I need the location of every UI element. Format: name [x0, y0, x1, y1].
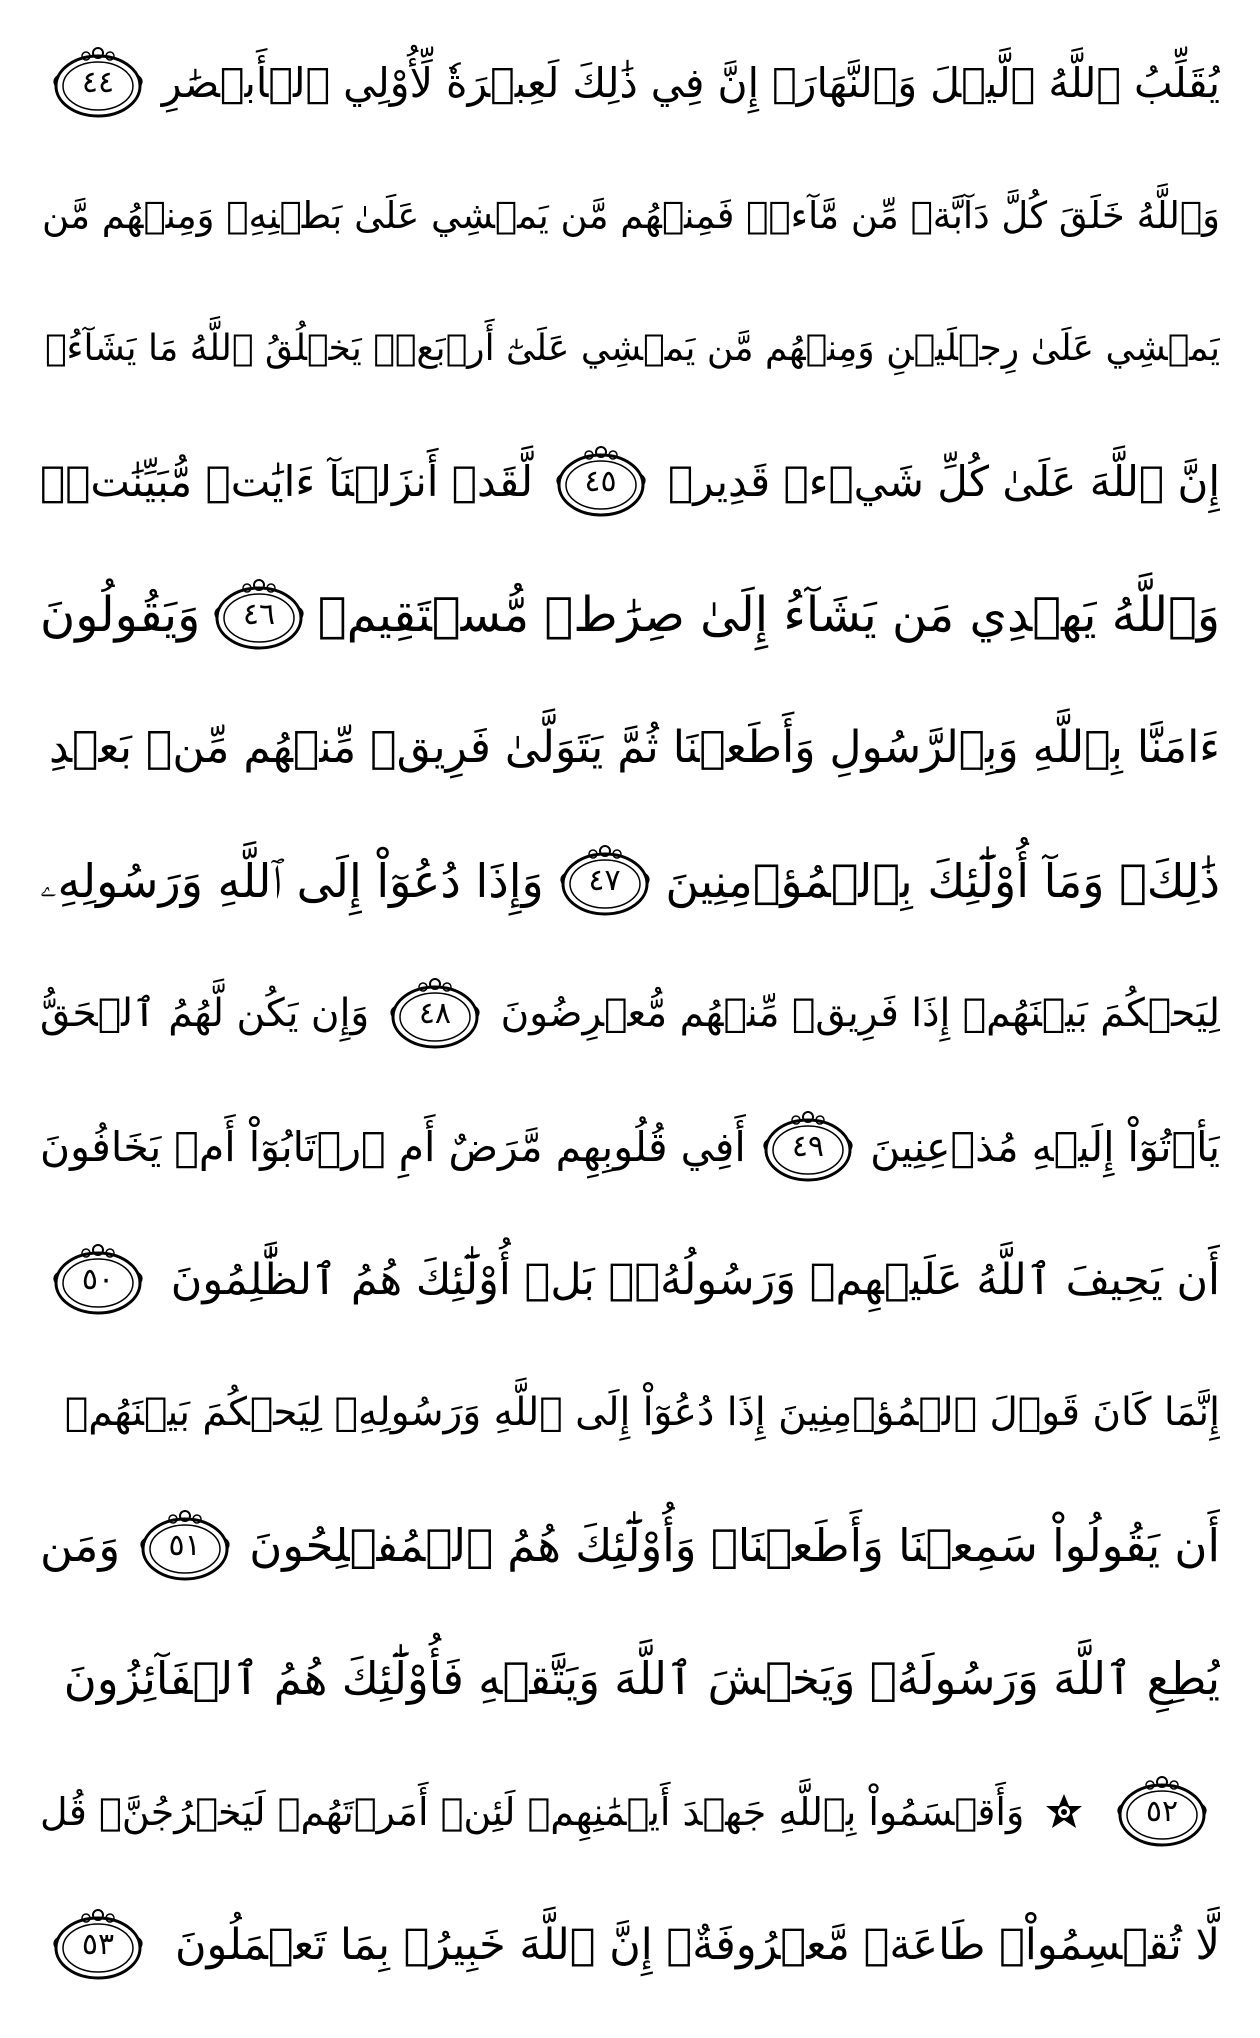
ayah-number-marker [1114, 1773, 1210, 1851]
verse-text: وَيَقُولُونَ [40, 587, 201, 643]
text-line [40, 828, 1220, 934]
ayah-number-marker [50, 44, 146, 122]
verse-text: وَإِن يَكُن لَّهُمُ ٱلۡحَقُّ [40, 991, 370, 1036]
text-line [40, 695, 1220, 801]
text-line [40, 961, 1220, 1067]
ayah-number: ٤٨ [418, 996, 452, 1031]
ayah-number: ٤٥ [584, 464, 617, 499]
ayah-number-marker [760, 1108, 856, 1186]
text-line [40, 1360, 1220, 1466]
verse-text: لَّقَدۡ أَنزَلۡنَآ ءَايَٰتٖ مُّبَيِّنَٰتٖۚ [40, 457, 534, 506]
verse-text: إِنَّ ٱللَّهَ عَلَىٰ كُلِّ شَيۡءٖ قَدِيرٞ [667, 457, 1220, 506]
verse-text: لَّا تُقۡسِمُواْۖ طَاعَةٞ مَّعۡرُوفَةٌۚ إِنَّ ٱللَّهَ خَبِيرُۢ بِمَا تَعۡمَلُونَ [174, 1920, 1220, 1970]
text-line [40, 1759, 1220, 1865]
ayah-number: ٥٠ [81, 1262, 115, 1297]
text-line [40, 1493, 1220, 1599]
text-line [40, 1626, 1220, 1732]
verse-text: يَمۡشِي عَلَىٰ رِجۡلَيۡنِ وَمِنۡهُم مَّن يَمۡشِي عَلَىٰٓ أَرۡبَعٖۚ يَخۡلُقُ ٱللَّهُ مَا يَشَآءُۚ [44, 328, 1220, 369]
text-line [40, 1227, 1220, 1333]
ayah-number: ٥٣ [81, 1927, 115, 1962]
text-line [40, 296, 1220, 402]
verse-text: لِيَحۡكُمَ بَيۡنَهُمۡ إِذَا فَرِيقٞ مِّنۡهُم مُّعۡرِضُونَ [500, 991, 1220, 1036]
verse-text: وَأَقۡسَمُواْ بِٱللَّهِ جَهۡدَ أَيۡمَٰنِهِمۡ لَئِنۡ أَمَرۡتَهُمۡ لَيَخۡرُجُنَّۖ قُل [40, 1790, 1025, 1834]
text-line [40, 163, 1220, 269]
verse-text: يُقَلِّبُ ٱللَّهُ ٱلَّيۡلَ وَٱلنَّهَارَۚ إِنَّ فِي ذَٰلِكَ لَعِبۡرَةٗ لِّأُوْلِي ٱلۡأَبۡصَٰرِ [161, 59, 1220, 107]
verse-text: ذَٰلِكَۚ وَمَآ أُوْلَٰٓئِكَ بِٱلۡمُؤۡمِنِينَ [665, 854, 1220, 908]
ayah-number-marker [557, 842, 653, 920]
verse-text: إِنَّمَا كَانَ قَوۡلَ ٱلۡمُؤۡمِنِينَ إِذَا دُعُوٓاْ إِلَى ٱللَّهِ وَرَسُولِهِۦ لِيَحۡكُمَ بَيۡنَهُمۡ [64, 1390, 1220, 1435]
text-line [40, 30, 1220, 136]
ayah-number: ٤٦ [242, 597, 276, 632]
ayah-number: ٥١ [168, 1528, 201, 1563]
verse-text: ءَامَنَّا بِٱللَّهِ وَبِٱلرَّسُولِ وَأَطَعۡنَا ثُمَّ يَتَوَلَّىٰ فَرِيقٞ مِّنۡهُم مِّنۢ بَعۡدِ [49, 722, 1220, 773]
verse-text: أَفِي قُلُوبِهِم مَّرَضٌ أَمِ ٱرۡتَابُوٓاْ أَمۡ يَخَافُونَ [40, 1123, 746, 1171]
hizb-quarter-icon [1044, 1792, 1084, 1832]
verse-text: أَن يَحِيفَ ٱللَّهُ عَلَيۡهِمۡ وَرَسُولُهُۥۚ بَلۡ أُوْلَٰٓئِكَ هُمُ ٱلظَّٰلِمُونَ [170, 1255, 1220, 1305]
verse-text: يُطِعِ ٱللَّهَ وَرَسُولَهُۥ وَيَخۡشَ ٱللَّهَ وَيَتَّقۡهِ فَأُوْلَٰٓئِكَ هُمُ ٱلۡفَآئِزُونَ [63, 1652, 1220, 1705]
ayah-number: ٤٤ [81, 65, 115, 100]
ayah-number: ٤٧ [588, 863, 621, 898]
ayah-number-marker [50, 1906, 146, 1984]
text-line [40, 1094, 1220, 1200]
ayah-number: ٤٩ [791, 1129, 825, 1164]
ayah-number-marker [211, 576, 307, 654]
verse-text: أَن يَقُولُواْ سَمِعۡنَا وَأَطَعۡنَاۚ وَأُوْلَٰٓئِكَ هُمُ ٱلۡمُفۡلِحُونَ [249, 1519, 1220, 1572]
ayah-number-marker [137, 1507, 233, 1585]
ayah-number-marker [50, 1241, 146, 1319]
verse-text: وَمَن [40, 1519, 121, 1572]
verse-text: وَٱللَّهُ يَهۡدِي مَن يَشَآءُ إِلَىٰ صِرَٰطٖ مُّسۡتَقِيمٖ [317, 587, 1220, 643]
verse-text: وَٱللَّهُ خَلَقَ كُلَّ دَآبَّةٖ مِّن مَّآءٖۖ فَمِنۡهُم مَّن يَمۡشِي عَلَىٰ بَطۡنِهِۦ وَمِنۡهُم مَّن [42, 194, 1220, 237]
text-line [40, 1892, 1220, 1998]
verse-text: وَإِذَا دُعُوٓاْ إِلَى ٱللَّهِ وَرَسُولِهِۦ [40, 854, 544, 908]
text-line [40, 562, 1220, 668]
ayah-number: ٥٢ [1145, 1794, 1179, 1829]
text-line [40, 429, 1220, 535]
ayah-number-marker [553, 443, 649, 521]
verse-text: يَأۡتُوٓاْ إِلَيۡهِ مُذۡعِنِينَ [870, 1123, 1220, 1171]
ayah-number-marker [387, 975, 483, 1053]
